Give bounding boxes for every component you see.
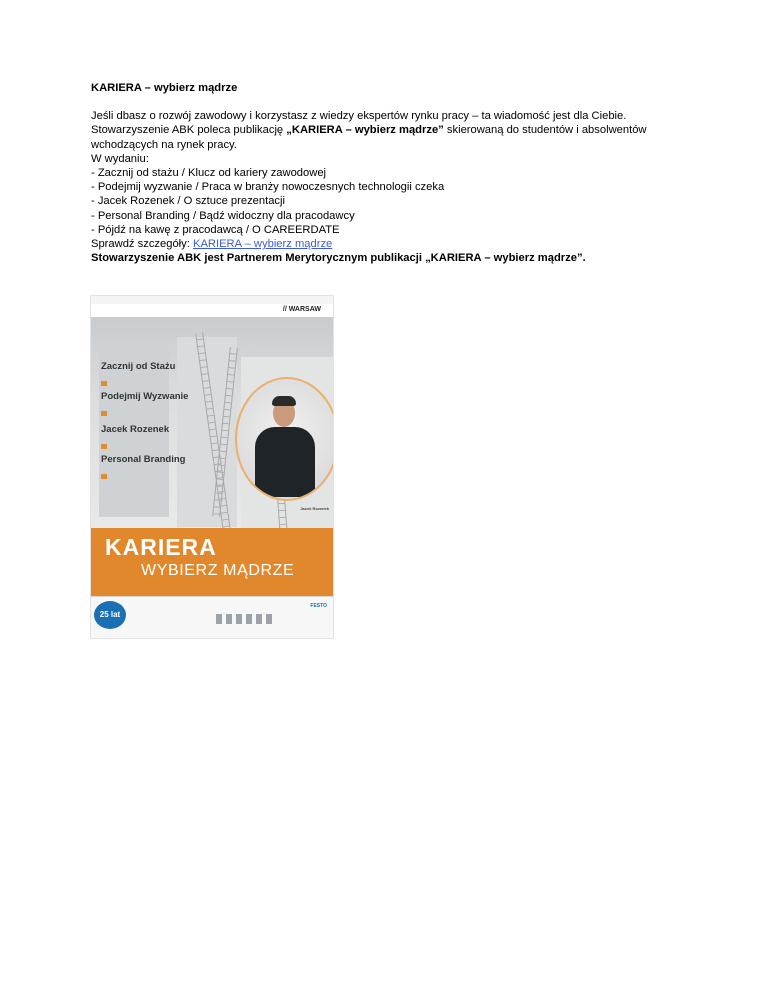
cover-item-tag — [101, 411, 107, 416]
issue-item-3: - Jacek Rozenek / O sztuce prezentacji — [91, 195, 286, 208]
partner-note: Stowarzyszenie ABK jest Partnerem Merytorycznym publikacji „KARIERA – wybierz mądrze”. — [91, 252, 586, 265]
cover-item — [101, 425, 169, 454]
magazine-cover-image — [91, 296, 333, 638]
issue-item-2: - Podejmij wyzwanie / Praca w branży nowoczesnych technologii czeka — [91, 181, 445, 194]
cover-brand-logo: // WARSAW — [282, 306, 321, 313]
issue-item-4: - Personal Branding / Bądź widoczny dla pracodawcy — [91, 209, 355, 222]
cover-item-heading: Jacek Rozenek — [101, 424, 170, 435]
cover-item-heading: Personal Branding — [101, 454, 186, 465]
cover-advertisement — [91, 596, 333, 638]
anniversary-badge: 25 lat — [94, 601, 126, 629]
cover-background — [91, 317, 333, 537]
cover-item-tag — [101, 381, 107, 386]
cover-top-strip — [91, 296, 333, 304]
intro-paragraph-line2 — [91, 123, 691, 151]
cover-item-heading: Podejmij Wyzwanie — [101, 391, 189, 402]
article-title: KARIERA – wybierz mądrze — [91, 82, 238, 94]
publication-name-bold: „KARIERA – wybierz mądrze” — [286, 124, 444, 137]
in-issue-label: W wydaniu: — [91, 152, 149, 165]
cover-title-sub: WYBIERZ MĄDRZE — [141, 562, 295, 579]
cover-item-heading: Zacznij od Stażu — [101, 361, 176, 372]
portrait-hair — [272, 396, 296, 406]
product-parts-graphic — [216, 614, 276, 624]
portrait-body — [255, 427, 315, 497]
details-link[interactable]: KARIERA – wybierz mądrze — [192, 238, 333, 251]
caption-name: Jacek Rozenek — [300, 506, 329, 511]
cover-item — [101, 455, 185, 484]
cover-item — [101, 362, 175, 391]
cover-item — [101, 392, 188, 421]
ad-brand-logo: FESTO — [310, 603, 327, 609]
cover-header — [91, 304, 333, 318]
cover-title-main: KARIERA — [105, 534, 217, 560]
cover-title-band — [91, 528, 333, 596]
portrait-caption — [253, 507, 329, 512]
cover-item-tag — [101, 444, 107, 449]
issue-item-5: - Pójdź na kawę z pracodawcą / O CAREERDATE — [91, 223, 340, 236]
details-label: Sprawdź szczegóły: — [91, 238, 193, 251]
intro-text-after: skierowaną do studentów i absolwentów wchodzących na rynek pracy. — [91, 124, 647, 151]
intro-paragraph-line1: Jeśli dbasz o rozwój zawodowy i korzystasz z wiedzy ekspertów rynku pracy – ta wiadomość jest dla Ciebie. — [91, 110, 627, 123]
article-text — [91, 81, 691, 265]
portrait-photo — [235, 377, 333, 501]
issue-item-1: - Zacznij od stażu / Klucz od kariery zawodowej — [91, 167, 327, 180]
details-line — [91, 237, 691, 251]
intro-text-before: Stowarzyszenie ABK poleca publikację — [91, 124, 287, 137]
cover-item-tag — [101, 474, 107, 479]
